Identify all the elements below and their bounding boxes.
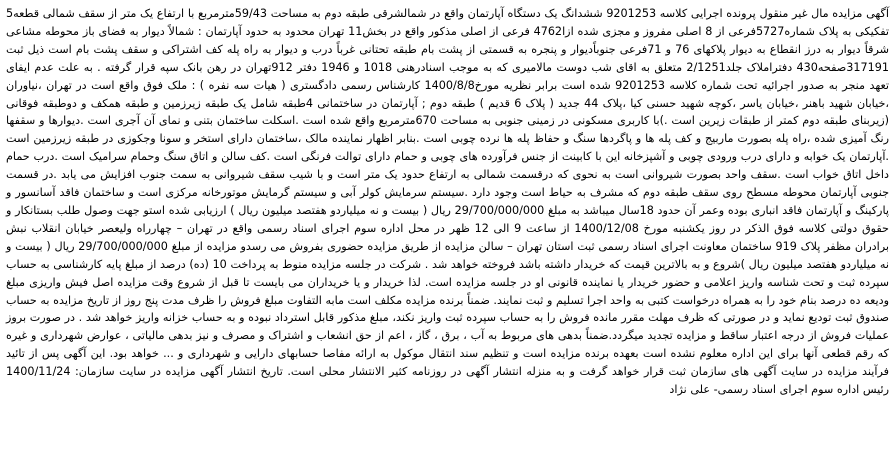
auction-notice-text: آگهی مزایده مال غیر منقول پرونده اجرایی کلاسه 9201253 ششدانگ یک دستگاه آپارتمان واقع در شمالشرقی طبقه دوم به مساحت 59/43مترمربع با ارتفاع یک متر از سقف شمالی قطعه5 تفکیکی به پلاک شماره5727فرعی از 8 اصلی مفروز و مجزی شده ازا4762 فرعی از اصلی مذکور واقع در بخش11 تهران محدود به حدود آپارتمان : شمالاً دیوار به فضای باز محوطه مشاعی شرقاً دیوار به درز انقطاع به دیوار پلاکهای 76 و 71فرعی جنوباًدیوار و پنجره به قسمتی از پشت بام طبقه تحتانی غرباً درب و دیوار به راه پله کف اشتراکی و سقف پشت بام است ذیل ثبت 317191صفحه430 دفتراملاک جلد2/1251 متعلق به اقای شب دوست مالامیری که به موجب اسنادرهنی 1018 و 1946 دفتر 912تهران در رهن بانک سپه قرار گرفته . به علت عدم ایفای تعهد منجر به صدور اجرائیه تحت شماره کلاسه 9201253 شده است برابر نظریه مورخ1400/8/8 کارشناس رسمی دادگستری ( هیات سه نفره ) : ملک فوق واقع است در تهران ،نیاوران ،خیابان شهید باهنر ،خیابان یاسر ،کوچه شهید حسنی کیا ،پلاک 44 جدید ( پلاک 6 قدیم ) طبقه دوم ; آپارتمان در ساختمانی 4طبقه شامل یک طبقه زیرزمین و طبقه همکف و دوطبقه فوقانی (زیربنای طبقه دوم کمتر از طبقات زیرین است .)با کاربری مسکونی در زمینی جنوبی به مساحت 670مترمربع واقع شده است .اسکلت ساختمان بتنی و نمای آن آجری است .دیوارها و سقفها رنگ آمیزی شده ،راه پله بصورت ماربیج و کف پله ها و پاگردها سنگ و حفاظ پله ها نرده چوبی است .بنابر اظهار نماینده مالک ،ساختمان دارای استخر و سونا وجکوزی در طبقه زیرزمین است .آپارتمان یک خوابه و دارای درب ورودی چوبی و آشپزخانه این با کابینت از جنس فرآورده های چوبی و حمام دارای توالت فرنگی است .کف سالن و اتاق سنگ وحمام سرامیک است .درب حمام داخل اتاق خواب است .سقف واحد بصورت شیروانی است به نحوی که درقسمت شمالی به ارتفاع حدود یک متر است و با شیب سقف شیروانی به سمت جنوب افزایش می یابد .در قسمت جنوبی آپارتمان محوطه مسطح روی سقف طبقه دوم که مشرف به حیاط است وجود دارد .سیستم سرمایش کولر آبی و سیستم گرمایش موتورخانه مرکزی است و ساختمان فاقد آسانسور و پارکینگ و آپارتمان فاقد انباری بوده وعمر آن حدود 18سال میباشد به مبلغ 29/700/000/000 ریال ( بیست و نه میلیاردو هفتصد میلیون ریال ) ارزیابی شده استو جهت وصول طلب بستانکار و حقوق دولتی کلاسه فوق الذکر در روز یکشنبه مورخ 1400/12/08 از ساعت 9 الی 12 ظهر در محل اداره سوم اجرای اسناد رسمی واقع در تهران – چهارراه ولیعصر خیابان انقلاب نبش برادران مظفر پلاک 919 ساختمان معاونت اجرای اسناد رسمی ثبت استان تهران – سالن مزایده از طریق مزایده حضوری بفروش می رسدو مزایده از مبلغ 29/700/000/000 ریال ( بیست و نه میلیاردو هفتصد میلیون ریال )شروع و به بالاترین قیمت که خریدار داشته باشد فروخته خواهد شد . شرکت در جلسه مزایده منوط به پرداخت 10 (ده) درصد از مبلغ پایه کارشناسی به حساب سپرده ثبت و تحت شناسه واریز اعلامی و حضور خریدار یا نماینده قانونی او در جلسه مزایده است. لذا خریدار و یا خریداران می بایست تا قبل از شروع وقت مزایده اصل فیش واریزی مبلغ ودیعه ده درصد بنام خود را به همراه درخواست کتبی به واحد اجرا تسلیم و ثبت نمایند. ضمناً برنده مزایده مکلف است مابه التفاوت مبلغ فروش را ظرف مدت پنج روز از تاریخ مزایده به حساب صندوق ثبت تودیع نماید و در صورتی که ظرف مهلت مقرر مانده فروش را به حساب سپرده ثبت واریز نکند، مبلغ مذکور قابل استرداد نبوده و به حساب خزانه واریز خواهد شد . در صورت بروز عملیات فروش از درجه اعتبار ساقط و مزایده تجدید میگردد.ضمناً بدهی های مربوط به آب ، برق ، گاز ، اعم از حق انشعاب و اشتراک و مصرف و نیز بدهی مالیاتی ، عوارض شهرداری و غیره که رقم قطعی آنها برای این اداره معلوم نشده است بعهده برنده مزایده است و تنظیم سند انتقال موکول به ارائه مفاصا حسابهای دارایی و شهرداری و ... خواهد بود. این آگهی پس از تائید فرآیند مزایده در سایت آگهی های سازمان ثبت قرار خواهد گرفت و به منزله انتشار آگهی در روزنامه کثیر الانتشار محلی است. تاریخ انتشار آگهی مزایده در سایت سازمان: 1400/11/24 رئیس اداره سوم اجرای اسناد رسمی- علی نژاد	[6, 7, 890, 397]
